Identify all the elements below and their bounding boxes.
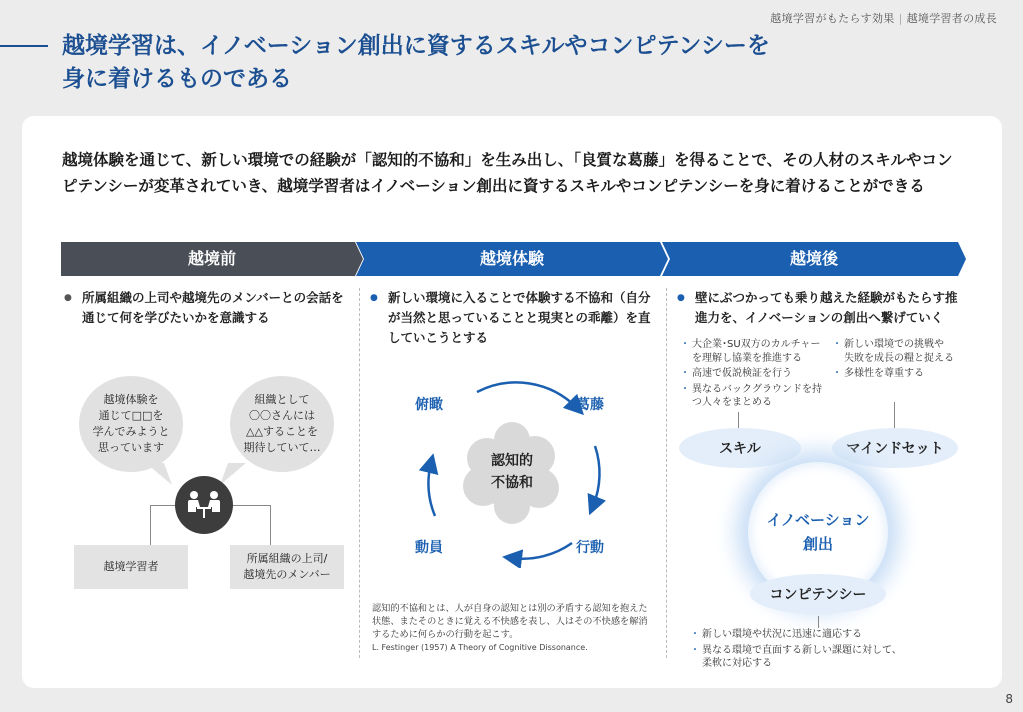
manager-box: 所属組織の上司/ 越境先のメンバー xyxy=(230,545,344,589)
competency-list xyxy=(694,628,964,673)
speech-bubble-tail xyxy=(144,463,174,487)
bullet-after: ● 壁にぶつかっても乗り越えた経験がもたらす推進力を、イノベーションの創出へ繋げていく xyxy=(677,288,969,328)
list-item: ・ 新しい環境での挑戦や 失敗を成長の糧と捉える xyxy=(836,338,976,365)
stage-bar-before xyxy=(61,242,363,276)
footnote-text: 認知的不協和とは、人が自身の認知とは別の矛盾する認知を抱えた状態、またそのときに覚える不快感を表し、人はその不快感を解消するために何らかの行動を起こす。 xyxy=(372,603,648,640)
connector-line xyxy=(150,505,175,506)
bullet-during: ● 新しい環境に入ることで体験する不協和（自分が当然と思っていることと現実との乖離）を直していこうとする xyxy=(370,288,652,348)
competency-ellipse: コンピテンシー xyxy=(750,574,886,614)
list-item: ・ 新しい環境や状況に迅速に適応する xyxy=(694,628,964,642)
title-accent-line xyxy=(0,45,48,47)
list-item: ・ 異なる環境で直面する新しい課題に対して、 柔軟に対応する xyxy=(694,644,964,671)
stage-bar-after xyxy=(662,242,966,276)
breadcrumb-separator: | xyxy=(898,12,903,25)
cycle-label-action: 行動 xyxy=(576,540,604,556)
skill-list xyxy=(684,338,834,412)
content-card xyxy=(22,116,1002,688)
speech-bubble-learner: 越境体験を 通じて□□を 学んでみようと 思っています xyxy=(79,376,183,472)
cycle-label-conflict: 葛藤 xyxy=(576,397,604,413)
cycle-label-overview: 俯瞰 xyxy=(415,397,443,413)
connector-line xyxy=(270,505,271,545)
list-item: ・ 高速で仮説検証を行う xyxy=(684,367,834,381)
column-divider xyxy=(359,288,360,658)
bullet-before: ● 所属組織の上司や越境先のメンバーとの会話を通じて何を学びたいかを意識する xyxy=(64,288,344,328)
list-item: ・ 異なるバックグラウンドを持 つ人々をまとめる xyxy=(684,383,834,410)
stage-bar-during xyxy=(356,242,668,276)
innovation-circle: イノベーション 創出 xyxy=(748,462,888,602)
cloud-label: 認知的 不協和 xyxy=(491,453,533,491)
mindset-list xyxy=(836,338,976,383)
list-item: ・ 多様性を尊重する xyxy=(836,367,976,381)
meeting-icon xyxy=(175,476,233,534)
breadcrumb-item: 越境学習がもたらす効果 xyxy=(770,12,895,25)
breadcrumb-item: 越境学習者の成長 xyxy=(906,12,997,25)
connector-line xyxy=(738,412,739,428)
page-title: 越境学習は、イノベーション創出に資するスキルやコンピテンシーを 身に着けるものである xyxy=(62,33,770,92)
stage-label-after: 越境後 xyxy=(789,249,838,268)
citation: L. Festinger (1957) A Theory of Cognitive Dissonance. xyxy=(372,643,588,652)
column-during xyxy=(370,288,652,348)
skill-ellipse: スキル xyxy=(679,428,801,468)
connector-line xyxy=(894,402,895,428)
mindset-ellipse: マインドセット xyxy=(832,428,958,468)
footnote xyxy=(372,602,652,654)
column-after xyxy=(677,288,969,328)
connector-line xyxy=(818,616,819,628)
stage-label-before: 越境前 xyxy=(187,249,236,268)
cycle-label-mobilize: 動員 xyxy=(415,540,443,556)
speech-bubble-manager: 組織として 〇〇さんには △△することを 期待していて… xyxy=(230,376,334,472)
page-number: 8 xyxy=(1005,692,1013,706)
breadcrumb xyxy=(770,10,997,26)
lead-text: 越境体験を通じて、新しい環境での経験が「認知的不協和」を生み出し、「良質な葛藤」を得ることで、その人材のスキルやコンピテンシーが変革されていき、越境学習者はイノベーション創出に資するスキルやコンピテンシーを身に着けることができる xyxy=(62,151,953,195)
stage-label-during: 越境体験 xyxy=(479,249,544,268)
learner-box: 越境学習者 xyxy=(74,545,188,589)
list-item: ・ 大企業･SU双方のカルチャー を理解し協業を推進する xyxy=(684,338,834,365)
connector-line xyxy=(150,505,151,545)
connector-line xyxy=(233,505,270,506)
column-before xyxy=(64,288,344,328)
column-divider xyxy=(666,288,667,658)
